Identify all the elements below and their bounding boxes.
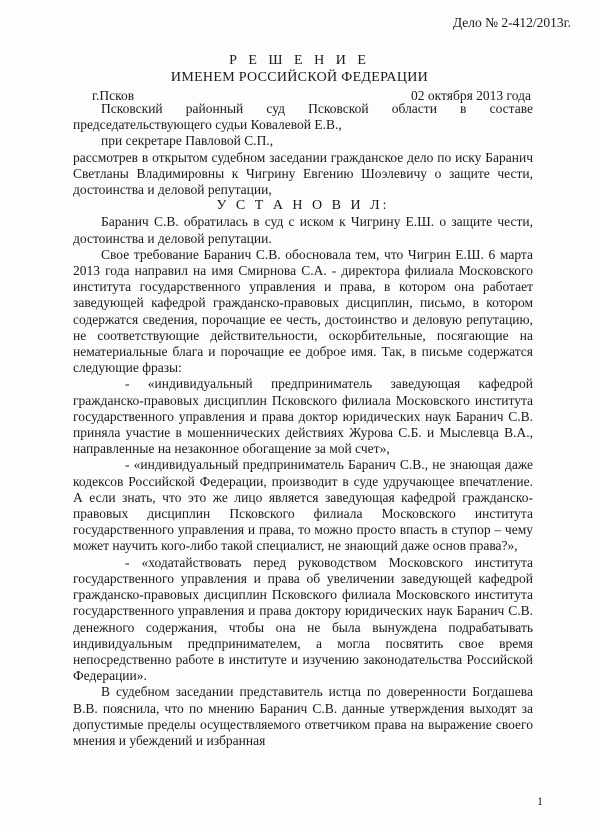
date: 02 октября 2013 года — [411, 88, 531, 103]
court-composition: Псковский районный суд Псковской области в составе председательствующего судьи Ковалевой Е.В., — [73, 101, 533, 133]
document-subtitle: ИМЕНЕМ РОССИЙСКОЙ ФЕДЕРАЦИИ — [170, 70, 429, 85]
established-heading: У С Т А Н О В И Л: — [216, 198, 390, 214]
quote-paragraph: - «индивидуальный предприниматель Баранич С.В., не знающая даже кодексов Российской Федерации, производит в суде удручающее впечатление. А если знать, что это же лицо является заведующая кафедрой гражданско-правовых дисциплин Псковского филиала Московского института государственного управления и права, то можно просто впасть в ступор – чему может научить кого-либо такой специалист, не знающий даже основ права?», — [73, 457, 533, 554]
city: г.Псков — [92, 88, 135, 103]
paragraph: В судебном заседании представитель истца по доверенности Богдашева В.В. пояснила, что по мнению Баранич С.В. данные утверждения выходят за допустимые пределы осуществляемого ответчиком права на выражение своего мнения и убеждений и избранная — [73, 684, 533, 748]
secretary-line: при секретаре Павловой С.П., — [101, 133, 274, 149]
document-title: Р Е Ш Е Н И Е — [229, 53, 370, 68]
document-body — [73, 101, 533, 749]
quote-paragraph: - «ходатайствовать перед руководством Московского института государственного управления и права об увеличении заведующей кафедрой гражданско-правовых дисциплин Псковского филиала Московского института государственного управления и права доктору юридических наук Баранич С.В. денежного содержания, чтобы она не была вынуждена подрабатывать индивидуальным предпринимателем, а могла посвятить свое время непосредственно работе в институте и изучению законодательства Российской Федерации». — [73, 554, 533, 684]
paragraph: Баранич С.В. обратилась в суд с иском к Чигрину Е.Ш. о защите чести, достоинства и деловой репутации. — [73, 214, 533, 246]
paragraph: Свое требование Баранич С.В. обосновала тем, что Чигрин Е.Ш. 6 марта 2013 года направил на имя Смирнова С.А. - директора филиала Московского института государственного управления и права, в котором она работает заведующей кафедрой гражданско-правовых дисциплин, письмо, в котором содержатся сведения, порочащие ее честь, достоинство и деловую репутацию, не соответствующие действительности, оскорбительные, посягающие на нематериальные блага и порочащие ее доброе имя. Так, в письме содержатся следующие фразы: — [73, 246, 533, 376]
page-number: 1 — [537, 794, 543, 808]
quote-paragraph: - «индивидуальный предприниматель заведующая кафедрой гражданско-правовых дисциплин Псковского филиала Московского института государственного управления и права доктор юридических наук Баранич С.В. приняла участие в мошеннических действиях Журова С.Б. и Мыслевца В.А., направленные на незаконное обогащение за мой счет», — [73, 376, 533, 457]
case-number: Дело № 2-412/2013г. — [452, 15, 571, 30]
case-description: рассмотрев в открытом судебном заседании гражданское дело по иску Баранич Светланы Владимировны к Чигрину Евгению Шоэлевичу о защите чести, достоинства и деловой репутации, — [73, 149, 533, 198]
